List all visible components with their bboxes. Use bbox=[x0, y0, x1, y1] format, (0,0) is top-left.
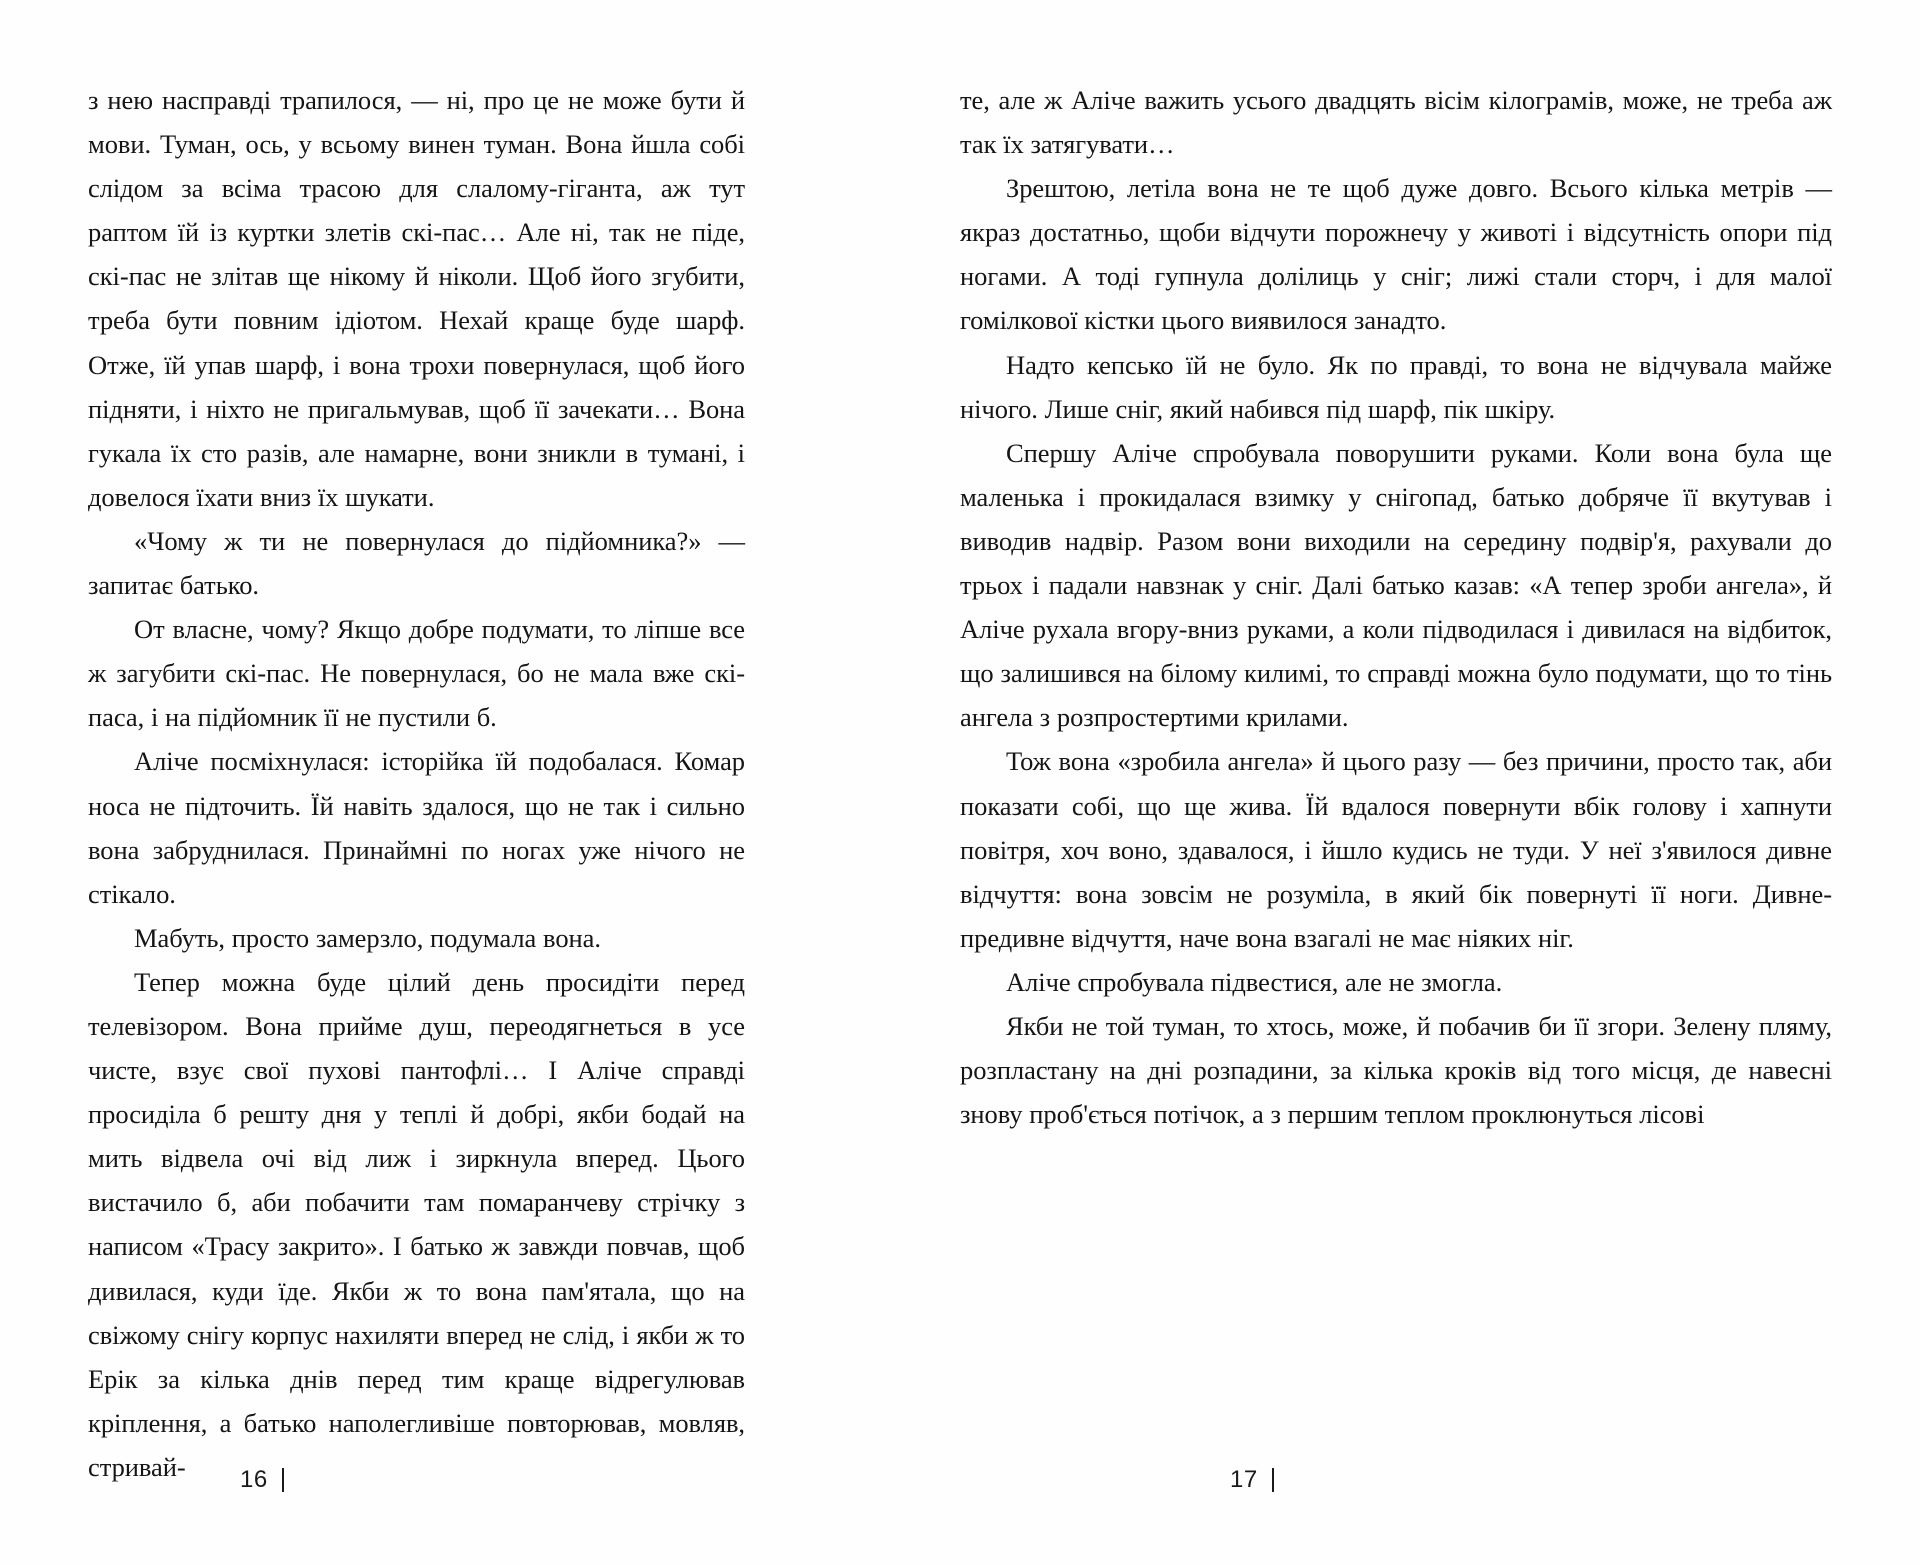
paragraph: Тепер можна буде цілий день просидіти перед телевізором. Вона прийме душ, переодягнеться в усе чисте, взує свої пухові пантофлі… І Аліче справді просиділа б решту дня у теплі й добрі, якби бодай на мить відвела очі від лиж і зиркнула вперед. Цього вистачило б, аби побачити там помаранчеву стрічку з написом «Трасу закрито». І батько ж завжди повчав, щоб дивилася, куди їде. Якби ж то вона пам'ятала, що на свіжому снігу корпус нахиляти вперед не слід, і якби ж то Ерік за кілька днів перед тим краще відрегулював кріплення, а батько наполегливіше повторював, мовляв, стривай- bbox=[88, 966, 745, 1482]
paragraph: Спершу Аліче спробувала поворушити руками. Коли вона була ще маленька і прокидалася взимку у снігопад, батько добряче її вкутував і виводив надвір. Разом вони виходили на середину подвір'я, рахували до трьох і падали навзнак у сніг. Далі батько казав: «А тепер зроби ангела», й Аліче рухала вгору-вниз руками, а коли підводилася і дивилася на відбиток, що залишився на білому килимі, то справді можна було подумати, що то тінь ангела з розпростертими крилами. bbox=[960, 437, 1832, 733]
left-page-folio bbox=[240, 1468, 284, 1492]
paragraph: з нею насправді трапилося, — ні, про це не може бути й мови. Туман, ось, у всьому винен туман. Вона йшла собі слідом за всіма трасою для слалому-гіганта, аж тут раптом їй із куртки злетів скі-пас… Але ні, так не піде, скі-пас не злітав ще нікому й ніколи. Щоб його згубити, треба бути повним ідіотом. Нехай краще буде шарф. Отже, їй упав шарф, і вона трохи повернулася, щоб його підняти, і ніхто не пригальмував, щоб її зачекати… Вона гукала їх сто разів, але намарне, вони зникли в тумані, і довелося їхати вниз їх шукати. bbox=[88, 85, 745, 512]
folio-rule-icon bbox=[282, 1468, 284, 1492]
page-columns bbox=[0, 78, 1920, 1489]
paragraph: Зрештою, летіла вона не те щоб дуже довго. Всього кілька метрів — якраз достатньо, щоби відчути порожнечу у животі і відсутність опори під ногами. А тоді гупнула долілиць у сніг; лижі стали сторч, і для малої гомілкової кістки цього виявилося занадто. bbox=[960, 173, 1832, 336]
page-number: 16 bbox=[240, 1466, 268, 1493]
paragraph: От власне, чому? Якщо добре подумати, то ліпше все ж загубити скі-пас. Не повернулася, бо не мала вже скі-паса, і на підйомник її не пустили б. bbox=[88, 614, 745, 733]
right-page-folio bbox=[1230, 1468, 1274, 1492]
right-page bbox=[960, 78, 1920, 1489]
paragraph: Аліче спробувала підвестися, але не змогла. bbox=[1006, 966, 1503, 997]
left-page bbox=[0, 78, 960, 1489]
paragraph: те, але ж Аліче важить усього двадцять вісім кілограмів, може, не треба аж так їх затягувати… bbox=[960, 85, 1832, 160]
left-page-textblock bbox=[88, 78, 745, 1489]
folio-rule-icon bbox=[1272, 1468, 1274, 1492]
paragraph: Якби не той туман, то хтось, може, й побачив би її згори. Зелену пляму, розпластану на дні розпадини, за кілька кроків від того місця, де навесні знову проб'ється потічок, а з першим теплом проклюнуться лісові bbox=[960, 1010, 1832, 1130]
right-page-textblock bbox=[960, 78, 1832, 1136]
page-number: 17 bbox=[1230, 1466, 1258, 1493]
paragraph: Надто кепсько їй не було. Як по правді, то вона не відчувала майже нічого. Лише сніг, який набився під шарф, пік шкіру. bbox=[960, 349, 1832, 424]
paragraph: Тож вона «зробила ангела» й цього разу — без причини, просто так, аби показати собі, що ще жива. Їй вдалося повернути вбік голову і хапнути повітря, хоч воно, здавалося, і йшло кудись не туди. У неї з'явилося дивне відчуття: вона зовсім не розуміла, в який бік повернуті її ноги. Дивне-предивне відчуття, наче вона взагалі не має ніяких ніг. bbox=[960, 746, 1832, 953]
paragraph: Мабуть, просто замерзло, подумала вона. bbox=[134, 922, 601, 953]
paragraph: Аліче посміхнулася: історійка їй подобалася. Комар носа не підточить. Їй навіть здалося, що не так і сильно вона забруднилася. Принаймні по ногах уже нічого не стікало. bbox=[88, 746, 745, 909]
paragraph: «Чому ж ти не повернулася до підйомника?» — запитає батько. bbox=[88, 525, 745, 601]
